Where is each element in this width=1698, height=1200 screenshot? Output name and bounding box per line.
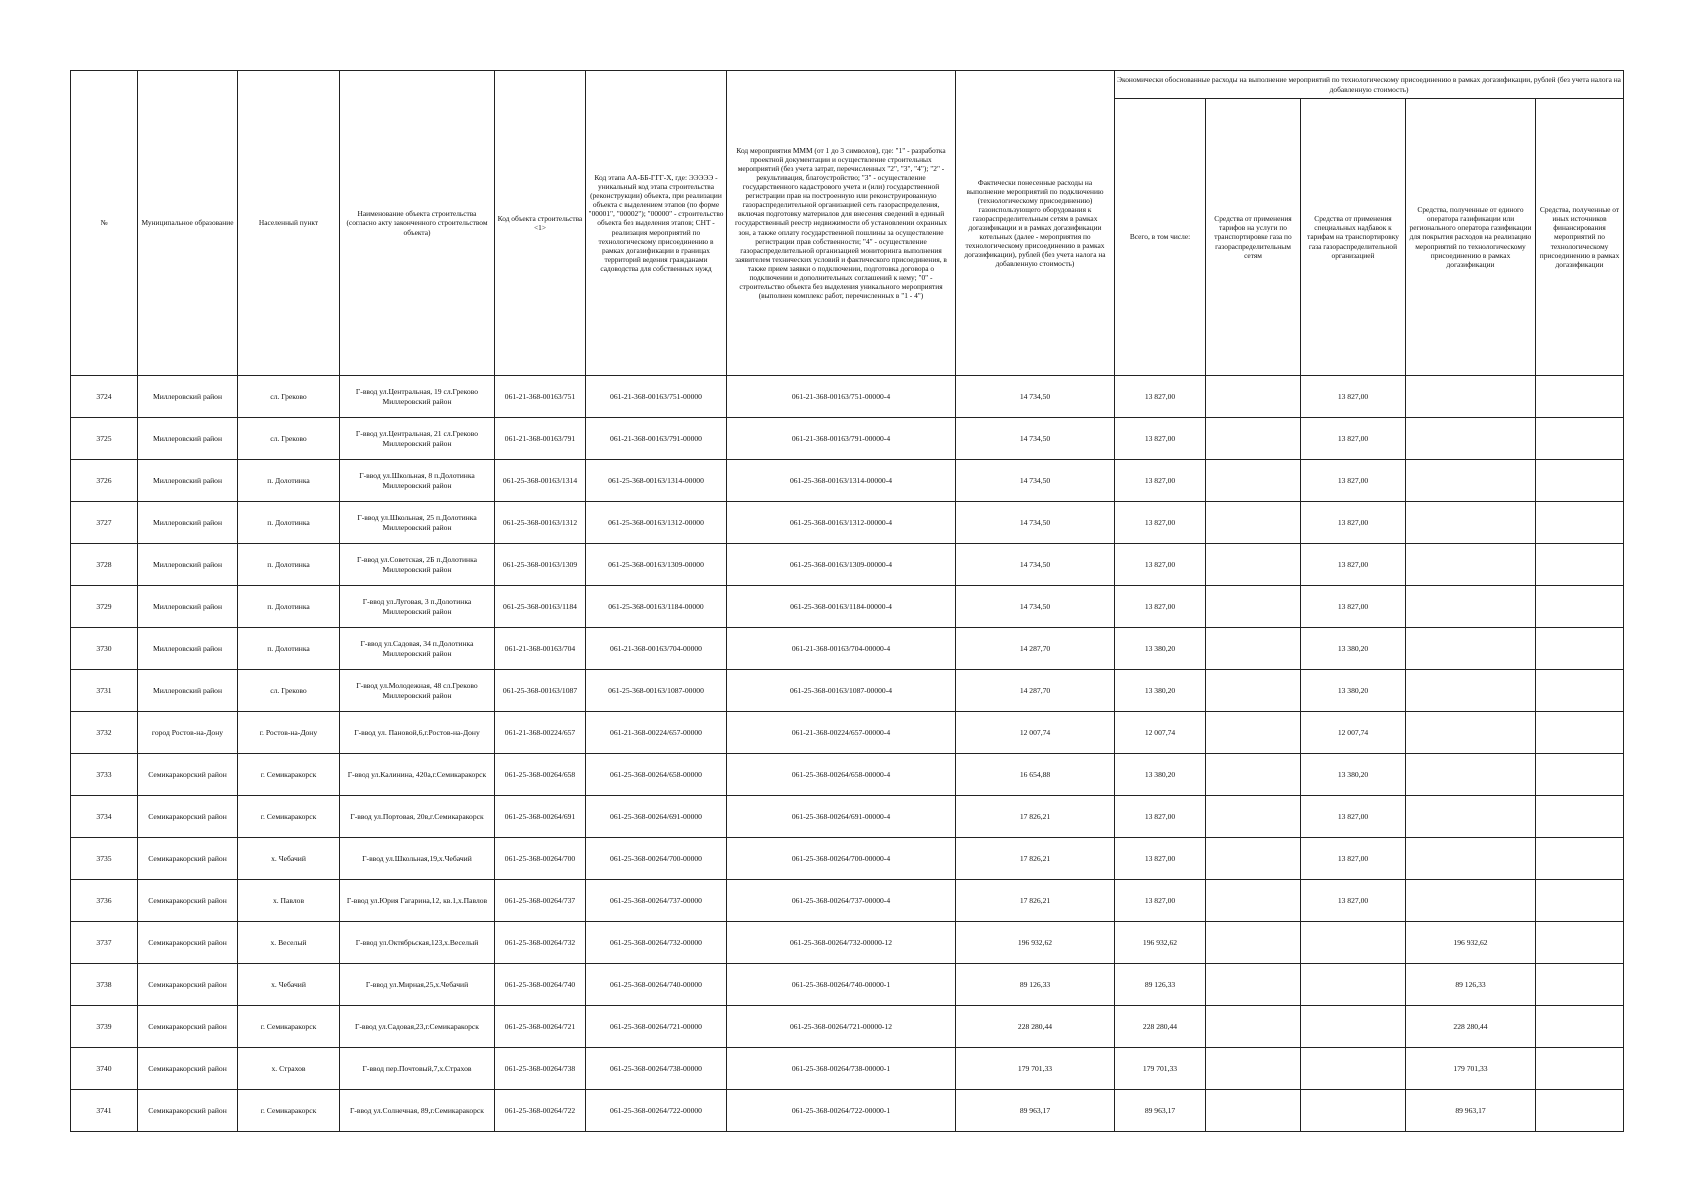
cell-settlement: п. Долотинка <box>238 628 340 670</box>
cell-actual-costs: 14 734,50 <box>956 376 1115 418</box>
cell-tariff-transport <box>1206 502 1301 544</box>
cell-actual-costs: 196 932,62 <box>956 922 1115 964</box>
cell-regional-operator: 89 963,17 <box>1406 1090 1536 1132</box>
header-special-surcharge: Средства от применения специальных надбавок к тарифам на транспортировку газа газораспределительной организацией <box>1301 99 1406 376</box>
cell-tariff-transport <box>1206 838 1301 880</box>
header-tariff-transport: Средства от применения тарифов на услуги по транспортировке газа по газораспределительным сетям <box>1206 99 1301 376</box>
cell-municipality: Миллеровский район <box>138 376 238 418</box>
cell-actual-costs: 17 826,21 <box>956 880 1115 922</box>
cell-stage-code: 061-25-368-00264/732-00000 <box>586 922 727 964</box>
cell-num: 3733 <box>71 754 138 796</box>
cell-special-surcharge: 13 827,00 <box>1301 418 1406 460</box>
table-row <box>71 880 1624 922</box>
cell-num: 3740 <box>71 1048 138 1090</box>
cell-other-sources <box>1536 628 1624 670</box>
cell-regional-operator <box>1406 712 1536 754</box>
cell-regional-operator <box>1406 460 1536 502</box>
cell-event-code: 061-21-368-00224/657-00000-4 <box>727 712 956 754</box>
cell-municipality: Семикаракорский район <box>138 880 238 922</box>
cell-regional-operator: 179 701,33 <box>1406 1048 1536 1090</box>
table-row <box>71 670 1624 712</box>
cell-tariff-transport <box>1206 586 1301 628</box>
cell-object-name: Г-ввод ул.Центральная, 21 сл.Греково Миллеровский район <box>340 418 495 460</box>
table-row <box>71 418 1624 460</box>
cell-object-code: 061-25-368-00264/721 <box>495 1006 586 1048</box>
cell-total: 89 126,33 <box>1115 964 1206 1006</box>
cell-tariff-transport <box>1206 376 1301 418</box>
cell-special-surcharge <box>1301 964 1406 1006</box>
cell-total: 12 007,74 <box>1115 712 1206 754</box>
cell-num: 3729 <box>71 586 138 628</box>
cell-object-name: Г-ввод ул.Центральная, 19 сл.Греково Миллеровский район <box>340 376 495 418</box>
cell-settlement: х. Чебачий <box>238 838 340 880</box>
cell-event-code: 061-25-368-00264/691-00000-4 <box>727 796 956 838</box>
cell-event-code: 061-25-368-00163/1309-00000-4 <box>727 544 956 586</box>
cell-num: 3737 <box>71 922 138 964</box>
cell-stage-code: 061-25-368-00264/700-00000 <box>586 838 727 880</box>
cell-num: 3730 <box>71 628 138 670</box>
cell-tariff-transport <box>1206 922 1301 964</box>
table-row <box>71 712 1624 754</box>
cell-regional-operator <box>1406 754 1536 796</box>
cell-stage-code: 061-25-368-00264/721-00000 <box>586 1006 727 1048</box>
cell-other-sources <box>1536 544 1624 586</box>
cell-tariff-transport <box>1206 1006 1301 1048</box>
cell-special-surcharge <box>1301 922 1406 964</box>
cell-regional-operator <box>1406 796 1536 838</box>
cell-stage-code: 061-25-368-00264/722-00000 <box>586 1090 727 1132</box>
cell-event-code: 061-25-368-00264/658-00000-4 <box>727 754 956 796</box>
header-settlement: Населенный пункт <box>238 71 340 376</box>
cell-total: 13 827,00 <box>1115 502 1206 544</box>
cell-num: 3724 <box>71 376 138 418</box>
cell-municipality: Семикаракорский район <box>138 1048 238 1090</box>
cell-total: 13 380,20 <box>1115 670 1206 712</box>
cell-stage-code: 061-25-368-00163/1314-00000 <box>586 460 727 502</box>
cell-stage-code: 061-25-368-00264/738-00000 <box>586 1048 727 1090</box>
cell-actual-costs: 16 654,88 <box>956 754 1115 796</box>
header-actual-costs: Фактически понесенные расходы на выполнение мероприятий по подключению (технологическому присоединению) газоиспользующего оборудования к газораспределительным сетям в рамках догазификации и в рамках догазификации котельных (далее - мероприятия по технологическому присоединению в рамках догазификации), рублей (без учета налога на добавленную стоимость) <box>956 71 1115 376</box>
cell-object-name: Г-ввод ул.Мирная,25,х.Чебачий <box>340 964 495 1006</box>
cell-event-code: 061-25-368-00163/1314-00000-4 <box>727 460 956 502</box>
cell-special-surcharge: 12 007,74 <box>1301 712 1406 754</box>
cell-other-sources <box>1536 670 1624 712</box>
cell-regional-operator <box>1406 586 1536 628</box>
cell-total: 13 827,00 <box>1115 418 1206 460</box>
cell-stage-code: 061-21-368-00224/657-00000 <box>586 712 727 754</box>
cell-event-code: 061-21-368-00163/791-00000-4 <box>727 418 956 460</box>
cell-tariff-transport <box>1206 880 1301 922</box>
cell-other-sources <box>1536 460 1624 502</box>
cell-municipality: Миллеровский район <box>138 418 238 460</box>
cell-municipality: Семикаракорский район <box>138 1006 238 1048</box>
gasification-costs-table <box>70 70 1624 1132</box>
cell-other-sources <box>1536 1048 1624 1090</box>
cell-settlement: х. Веселый <box>238 922 340 964</box>
header-object-name: Наименование объекта строительства (согласно акту законченного строительством объекта) <box>340 71 495 376</box>
cell-special-surcharge: 13 827,00 <box>1301 460 1406 502</box>
cell-object-name: Г-ввод пер.Почтовый,7,х.Страхов <box>340 1048 495 1090</box>
cell-settlement: п. Долотинка <box>238 460 340 502</box>
cell-object-name: Г-ввод ул.Садовая, 34 п.Долотинка Миллеровский район <box>340 628 495 670</box>
cell-stage-code: 061-25-368-00264/737-00000 <box>586 880 727 922</box>
header-municipality: Муниципальное образование <box>138 71 238 376</box>
cell-object-code: 061-25-368-00264/700 <box>495 838 586 880</box>
cell-object-code: 061-25-368-00264/740 <box>495 964 586 1006</box>
cell-regional-operator <box>1406 502 1536 544</box>
cell-tariff-transport <box>1206 796 1301 838</box>
cell-event-code: 061-25-368-00264/738-00000-1 <box>727 1048 956 1090</box>
table-row <box>71 502 1624 544</box>
cell-stage-code: 061-25-368-00163/1184-00000 <box>586 586 727 628</box>
cell-regional-operator <box>1406 880 1536 922</box>
cell-stage-code: 061-25-368-00163/1309-00000 <box>586 544 727 586</box>
cell-actual-costs: 14 287,70 <box>956 670 1115 712</box>
cell-settlement: х. Павлов <box>238 880 340 922</box>
cell-special-surcharge: 13 827,00 <box>1301 880 1406 922</box>
header-other-sources: Средства, полученные от иных источников финансирования мероприятий по технологическому присоединению в рамках догазификации <box>1536 99 1624 376</box>
table-row <box>71 544 1624 586</box>
cell-settlement: х. Страхов <box>238 1048 340 1090</box>
cell-regional-operator: 228 280,44 <box>1406 1006 1536 1048</box>
table-row <box>71 796 1624 838</box>
table-row <box>71 460 1624 502</box>
cell-num: 3732 <box>71 712 138 754</box>
cell-object-code: 061-25-368-00264/658 <box>495 754 586 796</box>
table-row <box>71 964 1624 1006</box>
cell-actual-costs: 14 734,50 <box>956 586 1115 628</box>
header-regional-operator: Средства, полученные от единого оператора газификации или регионального оператора газификации для покрытия расходов на реализацию мероприятий по технологическому присоединению в рамках догазификации <box>1406 99 1536 376</box>
cell-settlement: г. Семикаракорск <box>238 1090 340 1132</box>
cell-special-surcharge: 13 827,00 <box>1301 502 1406 544</box>
table-row <box>71 1006 1624 1048</box>
cell-special-surcharge: 13 380,20 <box>1301 628 1406 670</box>
cell-event-code: 061-25-368-00163/1184-00000-4 <box>727 586 956 628</box>
cell-object-code: 061-21-368-00224/657 <box>495 712 586 754</box>
table-row <box>71 586 1624 628</box>
cell-settlement: г. Семикаракорск <box>238 796 340 838</box>
cell-actual-costs: 17 826,21 <box>956 796 1115 838</box>
cell-tariff-transport <box>1206 418 1301 460</box>
cell-num: 3726 <box>71 460 138 502</box>
cell-special-surcharge: 13 827,00 <box>1301 838 1406 880</box>
cell-object-name: Г-ввод ул.Калинина, 420а,г.Семикаракорск <box>340 754 495 796</box>
table-row <box>71 1090 1624 1132</box>
cell-object-name: Г-ввод ул.Школьная,19,х.Чебачий <box>340 838 495 880</box>
cell-municipality: Миллеровский район <box>138 460 238 502</box>
cell-actual-costs: 12 007,74 <box>956 712 1115 754</box>
cell-tariff-transport <box>1206 670 1301 712</box>
cell-special-surcharge: 13 827,00 <box>1301 586 1406 628</box>
cell-object-code: 061-25-368-00163/1312 <box>495 502 586 544</box>
cell-actual-costs: 14 734,50 <box>956 460 1115 502</box>
cell-total: 179 701,33 <box>1115 1048 1206 1090</box>
cell-other-sources <box>1536 712 1624 754</box>
cell-other-sources <box>1536 796 1624 838</box>
cell-special-surcharge: 13 827,00 <box>1301 796 1406 838</box>
cell-total: 13 827,00 <box>1115 586 1206 628</box>
cell-regional-operator <box>1406 838 1536 880</box>
cell-object-code: 061-25-368-00163/1309 <box>495 544 586 586</box>
cell-object-name: Г-ввод ул.Школьная, 25 п.Долотинка Миллеровский район <box>340 502 495 544</box>
cell-num: 3741 <box>71 1090 138 1132</box>
cell-event-code: 061-25-368-00264/722-00000-1 <box>727 1090 956 1132</box>
cell-object-code: 061-25-368-00163/1314 <box>495 460 586 502</box>
cell-municipality: Миллеровский район <box>138 670 238 712</box>
cell-municipality: город Ростов-на-Дону <box>138 712 238 754</box>
cell-municipality: Миллеровский район <box>138 502 238 544</box>
cell-object-name: Г-ввод ул.Садовая,23,г.Семикаракорск <box>340 1006 495 1048</box>
cell-num: 3731 <box>71 670 138 712</box>
cell-settlement: сл. Греково <box>238 670 340 712</box>
cell-municipality: Семикаракорский район <box>138 964 238 1006</box>
cell-special-surcharge: 13 380,20 <box>1301 670 1406 712</box>
cell-municipality: Миллеровский район <box>138 586 238 628</box>
cell-event-code: 061-21-368-00163/751-00000-4 <box>727 376 956 418</box>
table-row <box>71 838 1624 880</box>
cell-total: 13 827,00 <box>1115 460 1206 502</box>
cell-regional-operator: 89 126,33 <box>1406 964 1536 1006</box>
table-body <box>71 376 1624 1132</box>
cell-settlement: п. Долотинка <box>238 586 340 628</box>
cell-object-code: 061-25-368-00264/732 <box>495 922 586 964</box>
cell-num: 3736 <box>71 880 138 922</box>
cell-settlement: сл. Греково <box>238 418 340 460</box>
cell-total: 228 280,44 <box>1115 1006 1206 1048</box>
cell-event-code: 061-25-368-00163/1087-00000-4 <box>727 670 956 712</box>
cell-regional-operator <box>1406 418 1536 460</box>
cell-object-name: Г-ввод ул.Молодежная, 48 сл.Греково Миллеровский район <box>340 670 495 712</box>
cell-actual-costs: 14 734,50 <box>956 502 1115 544</box>
cell-tariff-transport <box>1206 964 1301 1006</box>
cell-num: 3735 <box>71 838 138 880</box>
cell-object-name: Г-ввод ул.Луговая, 3 п.Долотинка Миллеровский район <box>340 586 495 628</box>
table-row <box>71 922 1624 964</box>
cell-event-code: 061-25-368-00264/732-00000-12 <box>727 922 956 964</box>
header-econ-group: Экономически обоснованные расходы на выполнение мероприятий по технологическому присоединению в рамках догазификации, рублей (без учета налога на добавленную стоимость) <box>1115 71 1624 99</box>
cell-regional-operator <box>1406 670 1536 712</box>
cell-other-sources <box>1536 964 1624 1006</box>
cell-stage-code: 061-21-368-00163/751-00000 <box>586 376 727 418</box>
cell-total: 196 932,62 <box>1115 922 1206 964</box>
cell-object-code: 061-25-368-00264/738 <box>495 1048 586 1090</box>
cell-special-surcharge: 13 827,00 <box>1301 376 1406 418</box>
header-object-code: Код объекта строительства <1> <box>495 71 586 376</box>
cell-regional-operator <box>1406 376 1536 418</box>
cell-settlement: г. Ростов-на-Дону <box>238 712 340 754</box>
document-sheet <box>70 70 1623 1132</box>
cell-stage-code: 061-21-368-00163/791-00000 <box>586 418 727 460</box>
table-row <box>71 1048 1624 1090</box>
cell-municipality: Семикаракорский район <box>138 1090 238 1132</box>
cell-municipality: Семикаракорский район <box>138 922 238 964</box>
cell-object-code: 061-25-368-00264/722 <box>495 1090 586 1132</box>
cell-municipality: Миллеровский район <box>138 628 238 670</box>
cell-object-name: Г-ввод ул. Пановой,6,г.Ростов-на-Дону <box>340 712 495 754</box>
cell-object-name: Г-ввод ул.Школьная, 8 п.Долотинка Миллеровский район <box>340 460 495 502</box>
cell-tariff-transport <box>1206 1048 1301 1090</box>
cell-object-code: 061-25-368-00264/737 <box>495 880 586 922</box>
cell-object-code: 061-25-368-00163/1184 <box>495 586 586 628</box>
header-stage-code: Код этапа АА-ББ-ГГГ-Х, где: ЭЭЭЭЭ - уникальный код этапа строительства (реконструкции) объекта, при реализации объекта с выделением этапов (по форме "00001", "00002"); "00000" - строительство объекта без выделения этапов; СНТ - реализация мероприятий по технологическому присоединению в рамках догазификации в границах территорий ведения гражданами садоводства для собственных нужд <box>586 71 727 376</box>
cell-stage-code: 061-25-368-00264/740-00000 <box>586 964 727 1006</box>
cell-event-code: 061-25-368-00163/1312-00000-4 <box>727 502 956 544</box>
cell-event-code: 061-25-368-00264/740-00000-1 <box>727 964 956 1006</box>
header-total: Всего, в том числе: <box>1115 99 1206 376</box>
cell-event-code: 061-25-368-00264/721-00000-12 <box>727 1006 956 1048</box>
cell-stage-code: 061-25-368-00163/1312-00000 <box>586 502 727 544</box>
cell-actual-costs: 14 734,50 <box>956 418 1115 460</box>
header-num: № <box>71 71 138 376</box>
cell-actual-costs: 228 280,44 <box>956 1006 1115 1048</box>
cell-special-surcharge: 13 827,00 <box>1301 544 1406 586</box>
cell-actual-costs: 179 701,33 <box>956 1048 1115 1090</box>
cell-regional-operator <box>1406 544 1536 586</box>
cell-other-sources <box>1536 502 1624 544</box>
table-row <box>71 628 1624 670</box>
cell-tariff-transport <box>1206 628 1301 670</box>
cell-object-name: Г-ввод ул.Солнечная, 89,г.Семикаракорск <box>340 1090 495 1132</box>
cell-object-code: 061-25-368-00163/1087 <box>495 670 586 712</box>
cell-total: 13 827,00 <box>1115 544 1206 586</box>
cell-object-name: Г-ввод ул.Советская, 2Б п.Долотинка Миллеровский район <box>340 544 495 586</box>
table-row <box>71 376 1624 418</box>
cell-total: 13 827,00 <box>1115 796 1206 838</box>
cell-other-sources <box>1536 1006 1624 1048</box>
cell-total: 13 380,20 <box>1115 628 1206 670</box>
cell-settlement: п. Долотинка <box>238 502 340 544</box>
cell-actual-costs: 89 126,33 <box>956 964 1115 1006</box>
table-header <box>71 71 1624 376</box>
cell-tariff-transport <box>1206 754 1301 796</box>
cell-regional-operator: 196 932,62 <box>1406 922 1536 964</box>
cell-event-code: 061-25-368-00264/700-00000-4 <box>727 838 956 880</box>
cell-actual-costs: 14 734,50 <box>956 544 1115 586</box>
cell-municipality: Семикаракорский район <box>138 754 238 796</box>
cell-stage-code: 061-25-368-00264/691-00000 <box>586 796 727 838</box>
cell-num: 3738 <box>71 964 138 1006</box>
cell-other-sources <box>1536 376 1624 418</box>
cell-settlement: г. Семикаракорск <box>238 754 340 796</box>
cell-num: 3725 <box>71 418 138 460</box>
cell-stage-code: 061-25-368-00264/658-00000 <box>586 754 727 796</box>
cell-object-code: 061-21-368-00163/751 <box>495 376 586 418</box>
table-row <box>71 754 1624 796</box>
cell-object-name: Г-ввод ул.Портовая, 20в,г.Семикаракорск <box>340 796 495 838</box>
cell-other-sources <box>1536 922 1624 964</box>
cell-other-sources <box>1536 1090 1624 1132</box>
cell-settlement: сл. Греково <box>238 376 340 418</box>
cell-other-sources <box>1536 586 1624 628</box>
cell-object-name: Г-ввод ул.Юрия Гагарина,12, кв.1,х.Павлов <box>340 880 495 922</box>
cell-num: 3727 <box>71 502 138 544</box>
cell-object-code: 061-25-368-00264/691 <box>495 796 586 838</box>
cell-total: 13 380,20 <box>1115 754 1206 796</box>
cell-other-sources <box>1536 880 1624 922</box>
cell-total: 13 827,00 <box>1115 880 1206 922</box>
cell-object-code: 061-21-368-00163/791 <box>495 418 586 460</box>
cell-stage-code: 061-21-368-00163/704-00000 <box>586 628 727 670</box>
cell-actual-costs: 89 963,17 <box>956 1090 1115 1132</box>
cell-event-code: 061-21-368-00163/704-00000-4 <box>727 628 956 670</box>
cell-settlement: х. Чебачий <box>238 964 340 1006</box>
cell-tariff-transport <box>1206 460 1301 502</box>
cell-stage-code: 061-25-368-00163/1087-00000 <box>586 670 727 712</box>
cell-tariff-transport <box>1206 1090 1301 1132</box>
cell-num: 3728 <box>71 544 138 586</box>
cell-other-sources <box>1536 754 1624 796</box>
cell-object-code: 061-21-368-00163/704 <box>495 628 586 670</box>
cell-municipality: Семикаракорский район <box>138 796 238 838</box>
header-event-code: Код мероприятия ММM (от 1 до 3 символов), где: "1" - разработка проектной документации и осуществление строительных мероприятий (без учета затрат, перечисленных "2", "3", "4"); "2" - рекультивация, благоустройство; "3" - осуществление государственного кадастрового учета и (или) государственной регистрации прав на построенную или реконструированную газораспределительной организацией сеть газораспределения, включая подготовку материалов для внесения сведений в единый государственный реестр недвижимости об установлении охранных зон, а также оплату государственной пошлины за осуществление регистрации прав собственности; "4" - осуществление газораспределительной организацией мониторинга выполнения заявителем технических условий и фактического присоединения, в также прием заявки о подключении, подготовка договора о подключении и дополнительных соглашений к нему; "0" - строительство объекта без выделения уникального мероприятия (выполнен комплекс работ, перечисленных в "1 - 4") <box>727 71 956 376</box>
cell-regional-operator <box>1406 628 1536 670</box>
cell-object-name: Г-ввод ул.Октябрьская,123,х.Веселый <box>340 922 495 964</box>
cell-num: 3739 <box>71 1006 138 1048</box>
cell-actual-costs: 17 826,21 <box>956 838 1115 880</box>
cell-settlement: п. Долотинка <box>238 544 340 586</box>
cell-special-surcharge: 13 380,20 <box>1301 754 1406 796</box>
cell-num: 3734 <box>71 796 138 838</box>
cell-actual-costs: 14 287,70 <box>956 628 1115 670</box>
cell-municipality: Миллеровский район <box>138 544 238 586</box>
cell-event-code: 061-25-368-00264/737-00000-4 <box>727 880 956 922</box>
cell-total: 89 963,17 <box>1115 1090 1206 1132</box>
cell-other-sources <box>1536 838 1624 880</box>
cell-total: 13 827,00 <box>1115 376 1206 418</box>
cell-tariff-transport <box>1206 712 1301 754</box>
cell-tariff-transport <box>1206 544 1301 586</box>
cell-special-surcharge <box>1301 1006 1406 1048</box>
cell-other-sources <box>1536 418 1624 460</box>
cell-municipality: Семикаракорский район <box>138 838 238 880</box>
cell-special-surcharge <box>1301 1048 1406 1090</box>
cell-total: 13 827,00 <box>1115 838 1206 880</box>
cell-settlement: г. Семикаракорск <box>238 1006 340 1048</box>
cell-special-surcharge <box>1301 1090 1406 1132</box>
